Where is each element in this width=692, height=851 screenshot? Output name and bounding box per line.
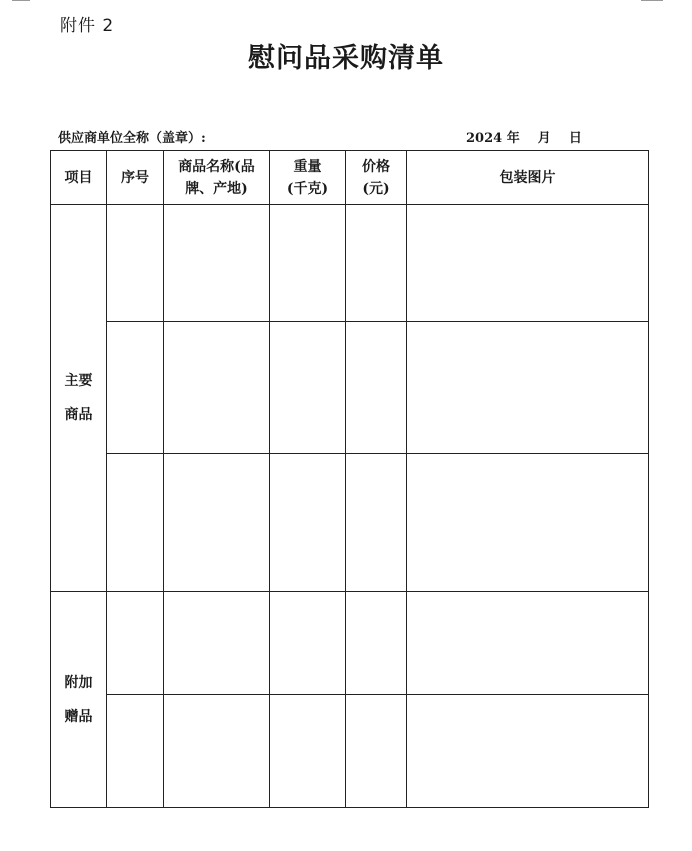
cell-price[interactable] [346,454,407,592]
header-price [346,151,407,205]
corner-mark-right [641,0,663,1]
category-bonus-gifts [51,592,107,808]
category-main-line1: 主要 [64,373,93,389]
cell-package-photo[interactable] [407,592,649,695]
table-header-row [51,151,649,205]
cell-price[interactable] [346,695,407,808]
cell-price[interactable] [346,592,407,695]
cell-product-name[interactable] [164,695,270,808]
header-product-name-line2: 牌、产地) [185,180,248,197]
cell-product-name[interactable] [164,322,270,454]
page-title: 慰问品采购清单 [248,43,444,74]
cell-product-name[interactable] [164,592,270,695]
cell-product-name[interactable] [164,454,270,592]
cell-weight[interactable] [270,592,346,695]
category-bonus-line1: 附加 [64,674,93,691]
header-weight-line2: (千克) [286,180,329,197]
table-row [51,592,649,695]
cell-serial[interactable] [107,322,164,454]
cell-weight[interactable] [270,454,346,592]
cell-weight[interactable] [270,205,346,322]
category-main-products [51,205,107,592]
supplier-label: 供应商单位全称（盖章）: [58,131,206,146]
cell-serial[interactable] [107,592,164,695]
table-row [51,454,649,592]
table-row [51,695,649,808]
header-price-line1: 价格 [362,158,390,175]
procurement-table [50,150,649,808]
cell-weight[interactable] [270,322,346,454]
cell-package-photo[interactable] [407,695,649,808]
cell-weight[interactable] [270,695,346,808]
cell-price[interactable] [346,205,407,322]
header-weight-line1: 重量 [293,158,322,175]
table-row [51,322,649,454]
cell-serial[interactable] [107,695,164,808]
table-row [51,205,649,322]
category-bonus-line2: 赠品 [64,708,93,725]
cell-serial[interactable] [107,454,164,592]
cell-product-name[interactable] [164,205,270,322]
category-main-line2: 商品 [64,407,93,423]
header-weight [270,151,346,205]
date-line: 2024 年 月 日 [466,131,582,146]
header-project: 项目 [51,151,107,205]
header-price-line2: (元) [362,180,390,197]
header-product-name [164,151,270,205]
header-package-photo: 包装图片 [407,151,649,205]
cell-package-photo[interactable] [407,454,649,592]
cell-package-photo[interactable] [407,205,649,322]
header-product-name-line1: 商品名称(品 [178,158,255,175]
header-serial: 序号 [107,151,164,205]
attachment-label: 附件 2 [60,16,115,36]
cell-price[interactable] [346,322,407,454]
cell-package-photo[interactable] [407,322,649,454]
corner-mark-left [12,0,30,1]
cell-serial[interactable] [107,205,164,322]
